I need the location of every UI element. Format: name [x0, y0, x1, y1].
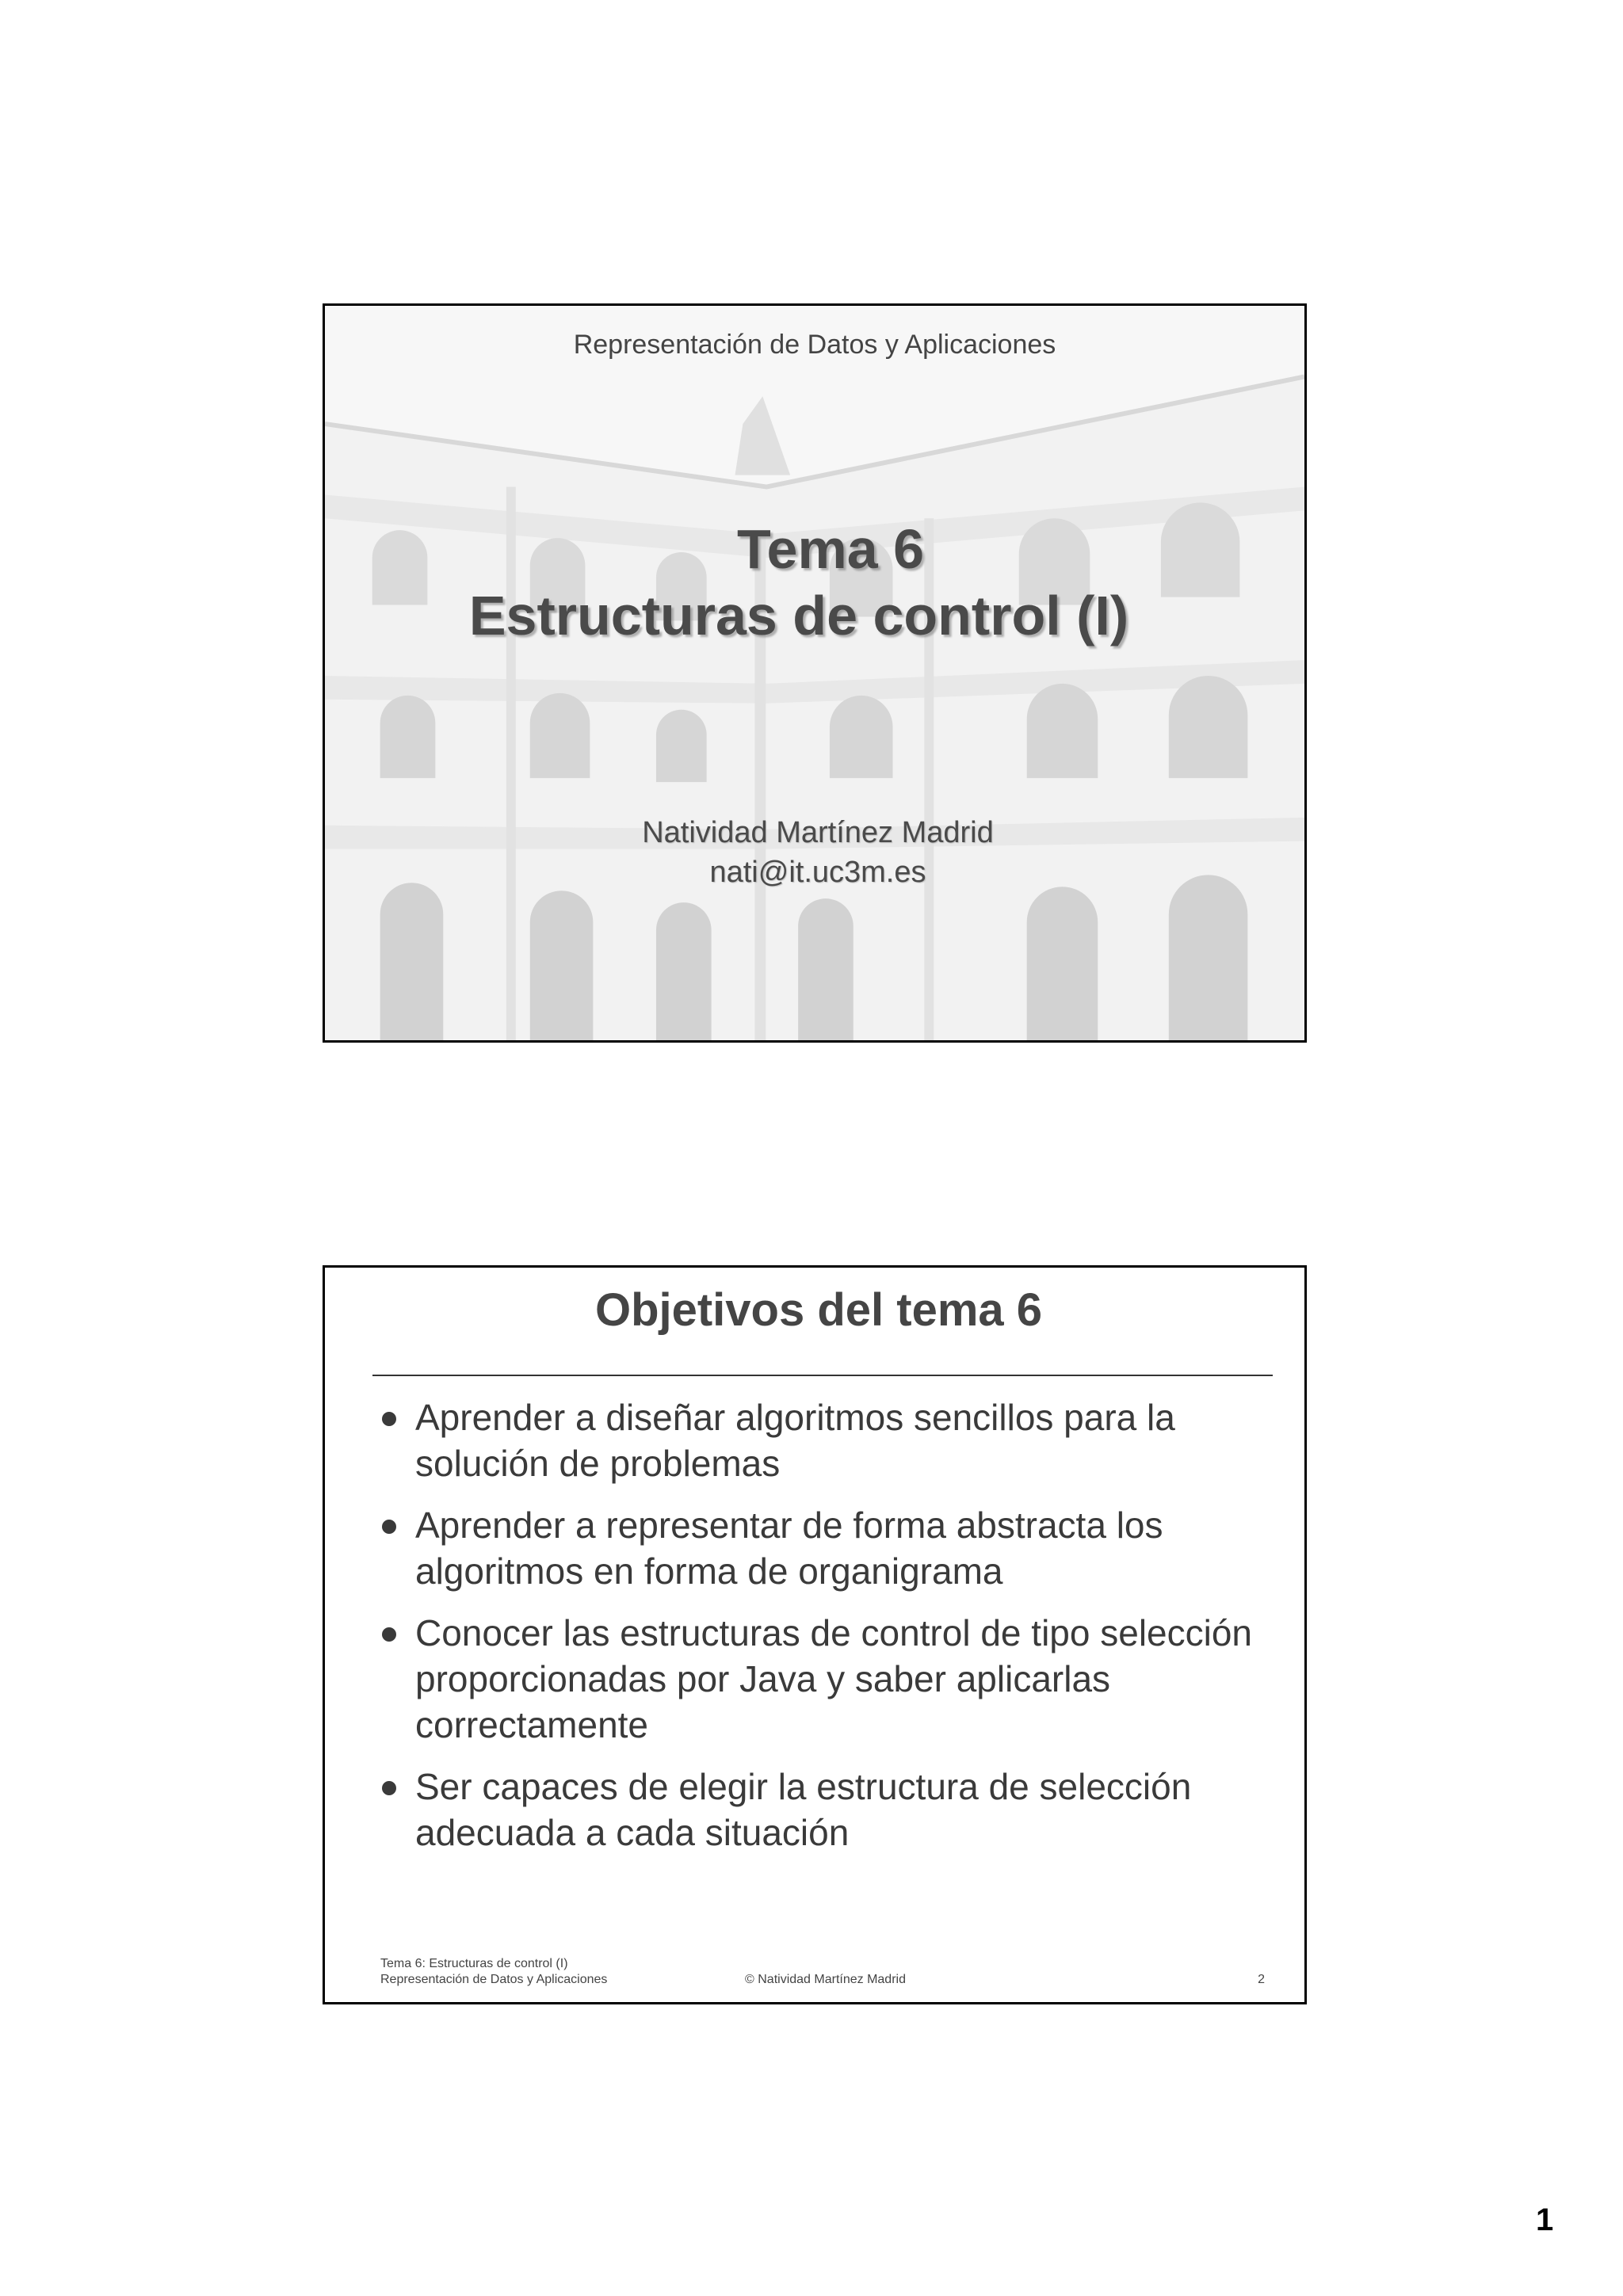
- footer-course-info: [380, 1956, 607, 1988]
- list-item: [382, 1394, 1257, 1486]
- list-item-text: Aprender a representar de forma abstracta los algoritmos en forma de organigrama: [415, 1505, 1163, 1592]
- bullet-icon: [382, 1627, 396, 1642]
- objectives-list: [382, 1394, 1257, 1871]
- list-item: [382, 1610, 1257, 1748]
- list-item: [382, 1764, 1257, 1855]
- slide-title: [325, 516, 1304, 649]
- footer-slide-number: 2: [1258, 1973, 1265, 1986]
- footer-topic: Tema 6: Estructuras de control (I): [380, 1957, 568, 1970]
- footer-course: Representación de Datos y Aplicaciones: [380, 1973, 608, 1986]
- objectives-slide: [323, 1265, 1307, 2004]
- bullet-icon: [382, 1412, 396, 1426]
- slide-title: Objetivos del tema 6: [594, 1284, 1043, 1336]
- bullet-icon: [382, 1781, 396, 1795]
- list-item-text: Aprender a diseñar algoritmos sencillos para la solución de problemas: [415, 1397, 1175, 1484]
- building-courtyard-background: [325, 306, 1304, 1040]
- author-block: [325, 813, 1304, 892]
- list-item-text: Ser capaces de elegir la estructura de selección adecuada a cada situación: [415, 1766, 1192, 1853]
- list-item-text: Conocer las estructuras de control de tipo selección proporcionadas por Java y saber aplicarlas correctamente: [415, 1612, 1253, 1745]
- title-topic-number: Tema 6: [736, 518, 925, 580]
- footer-copyright: © Natividad Martínez Madrid: [745, 1973, 906, 1986]
- title-divider: [372, 1375, 1273, 1376]
- course-name-header: Representación de Datos y Aplicaciones: [573, 330, 1056, 360]
- bullet-icon: [382, 1520, 396, 1534]
- author-email: nati@it.uc3m.es: [709, 856, 926, 889]
- title-topic-name: Estructuras de control (I): [468, 585, 1129, 646]
- page-number: 1: [1536, 2203, 1554, 2237]
- title-slide: [323, 303, 1307, 1043]
- author-name: Natividad Martínez Madrid: [642, 816, 994, 849]
- list-item: [382, 1502, 1257, 1594]
